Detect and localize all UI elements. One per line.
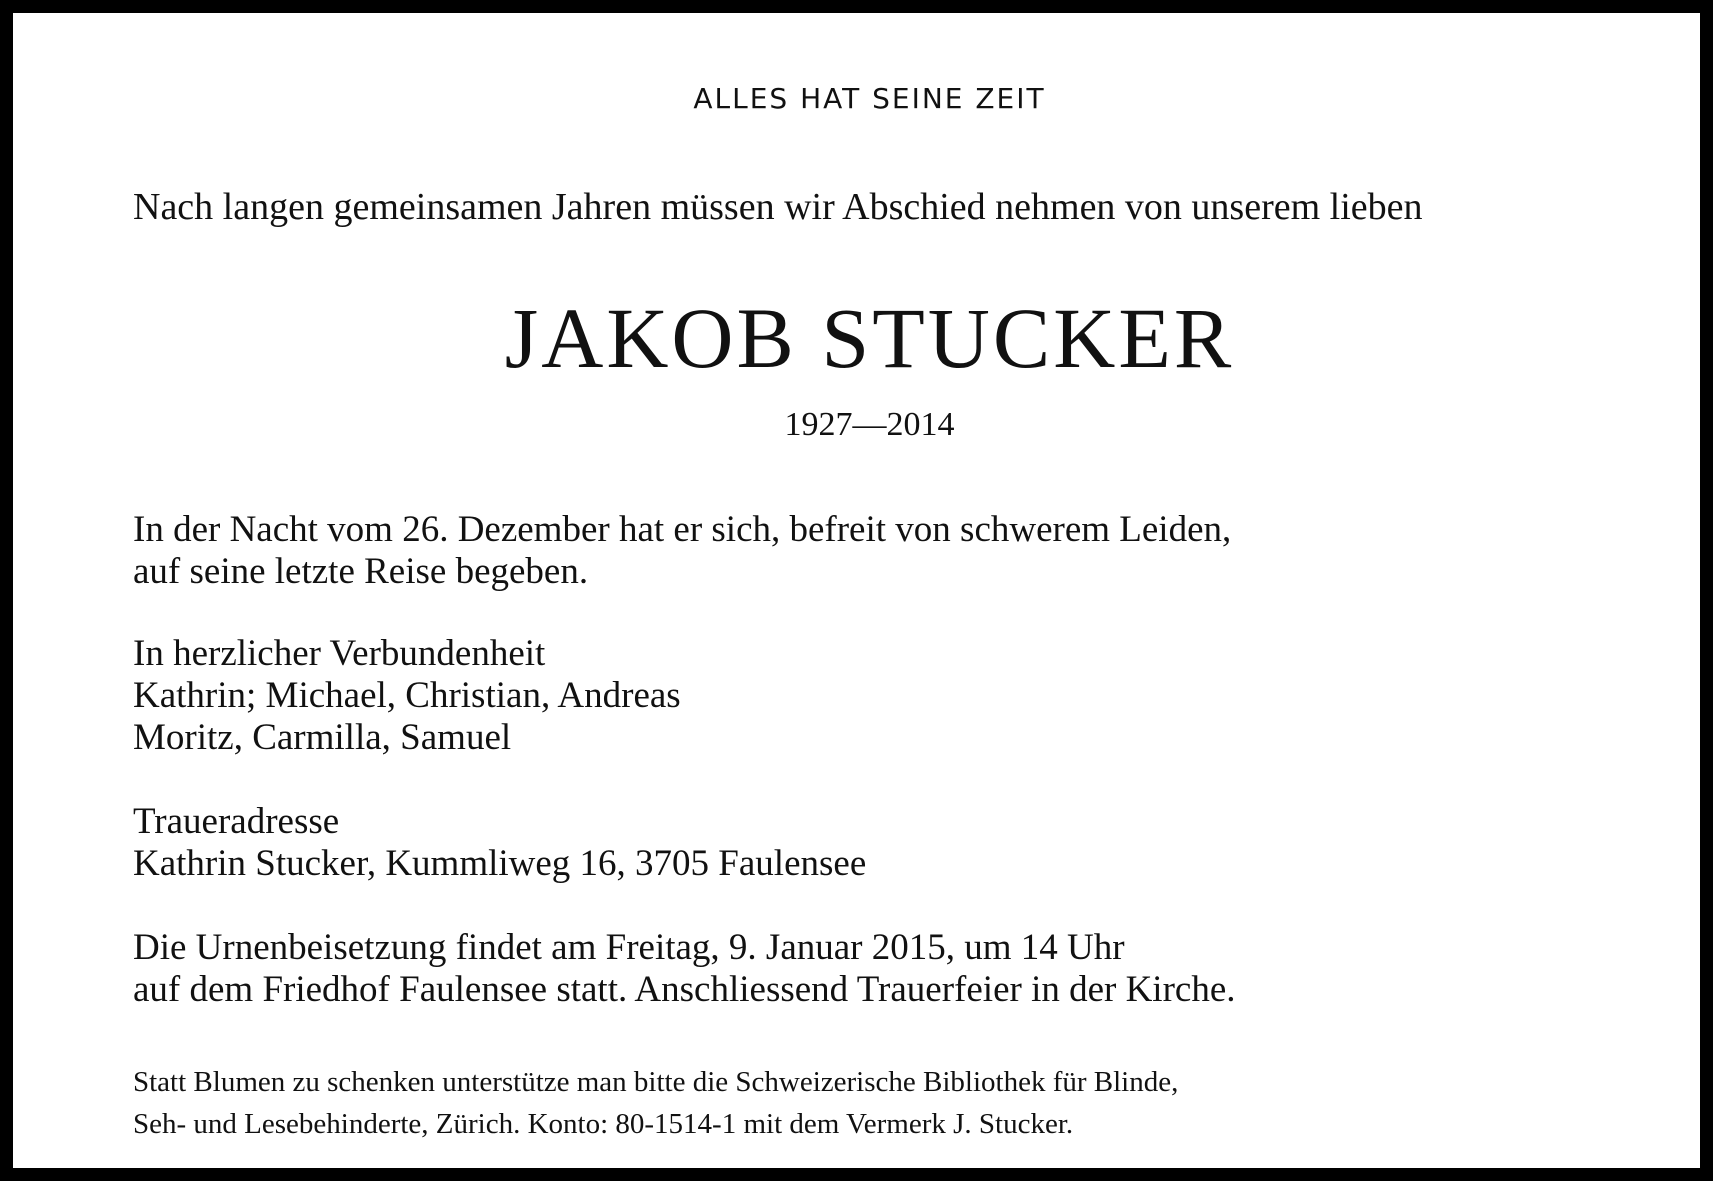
footnote-line: Statt Blumen zu schenken unterstütze man bitte die Schweizerische Bibliothek für Blinde, [133,1066,1179,1098]
address-line: Kathrin Stucker, Kummliweg 16, 3705 Faulensee [133,843,867,884]
passing-paragraph [133,509,1231,593]
life-dates: 1927—2014 [784,406,955,443]
mourners-line: Kathrin; Michael, Christian, Andreas [133,675,681,716]
passing-line: In der Nacht vom 26. Dezember hat er sich, befreit von schwerem Leiden, [133,509,1232,550]
passing-line: auf seine letzte Reise begeben. [133,551,589,592]
donation-footnote [133,1061,1178,1145]
mourners-line: Moritz, Carmilla, Samuel [133,717,512,758]
mourning-address-paragraph [133,801,866,885]
notice-heading: ALLES HAT SEINE ZEIT [693,82,1046,115]
mourners-paragraph [133,633,681,759]
burial-line: auf dem Friedhof Faulensee statt. Anschliessend Trauerfeier in der Kirche. [133,969,1236,1010]
deceased-name: JAKOB STUCKER [504,290,1235,386]
burial-line: Die Urnenbeisetzung findet am Freitag, 9. Januar 2015, um 14 Uhr [133,927,1125,968]
mourners-line: In herzlicher Verbundenheit [133,633,546,674]
burial-info-paragraph [133,927,1236,1011]
address-line: Traueradresse [133,801,340,842]
footnote-line: Seh- und Lesebehinderte, Zürich. Konto: 80-1514-1 mit dem Vermerk J. Stucker. [133,1108,1074,1140]
intro-text: Nach langen gemeinsamen Jahren müssen wir Abschied nehmen von unserem lieben [133,186,1423,228]
